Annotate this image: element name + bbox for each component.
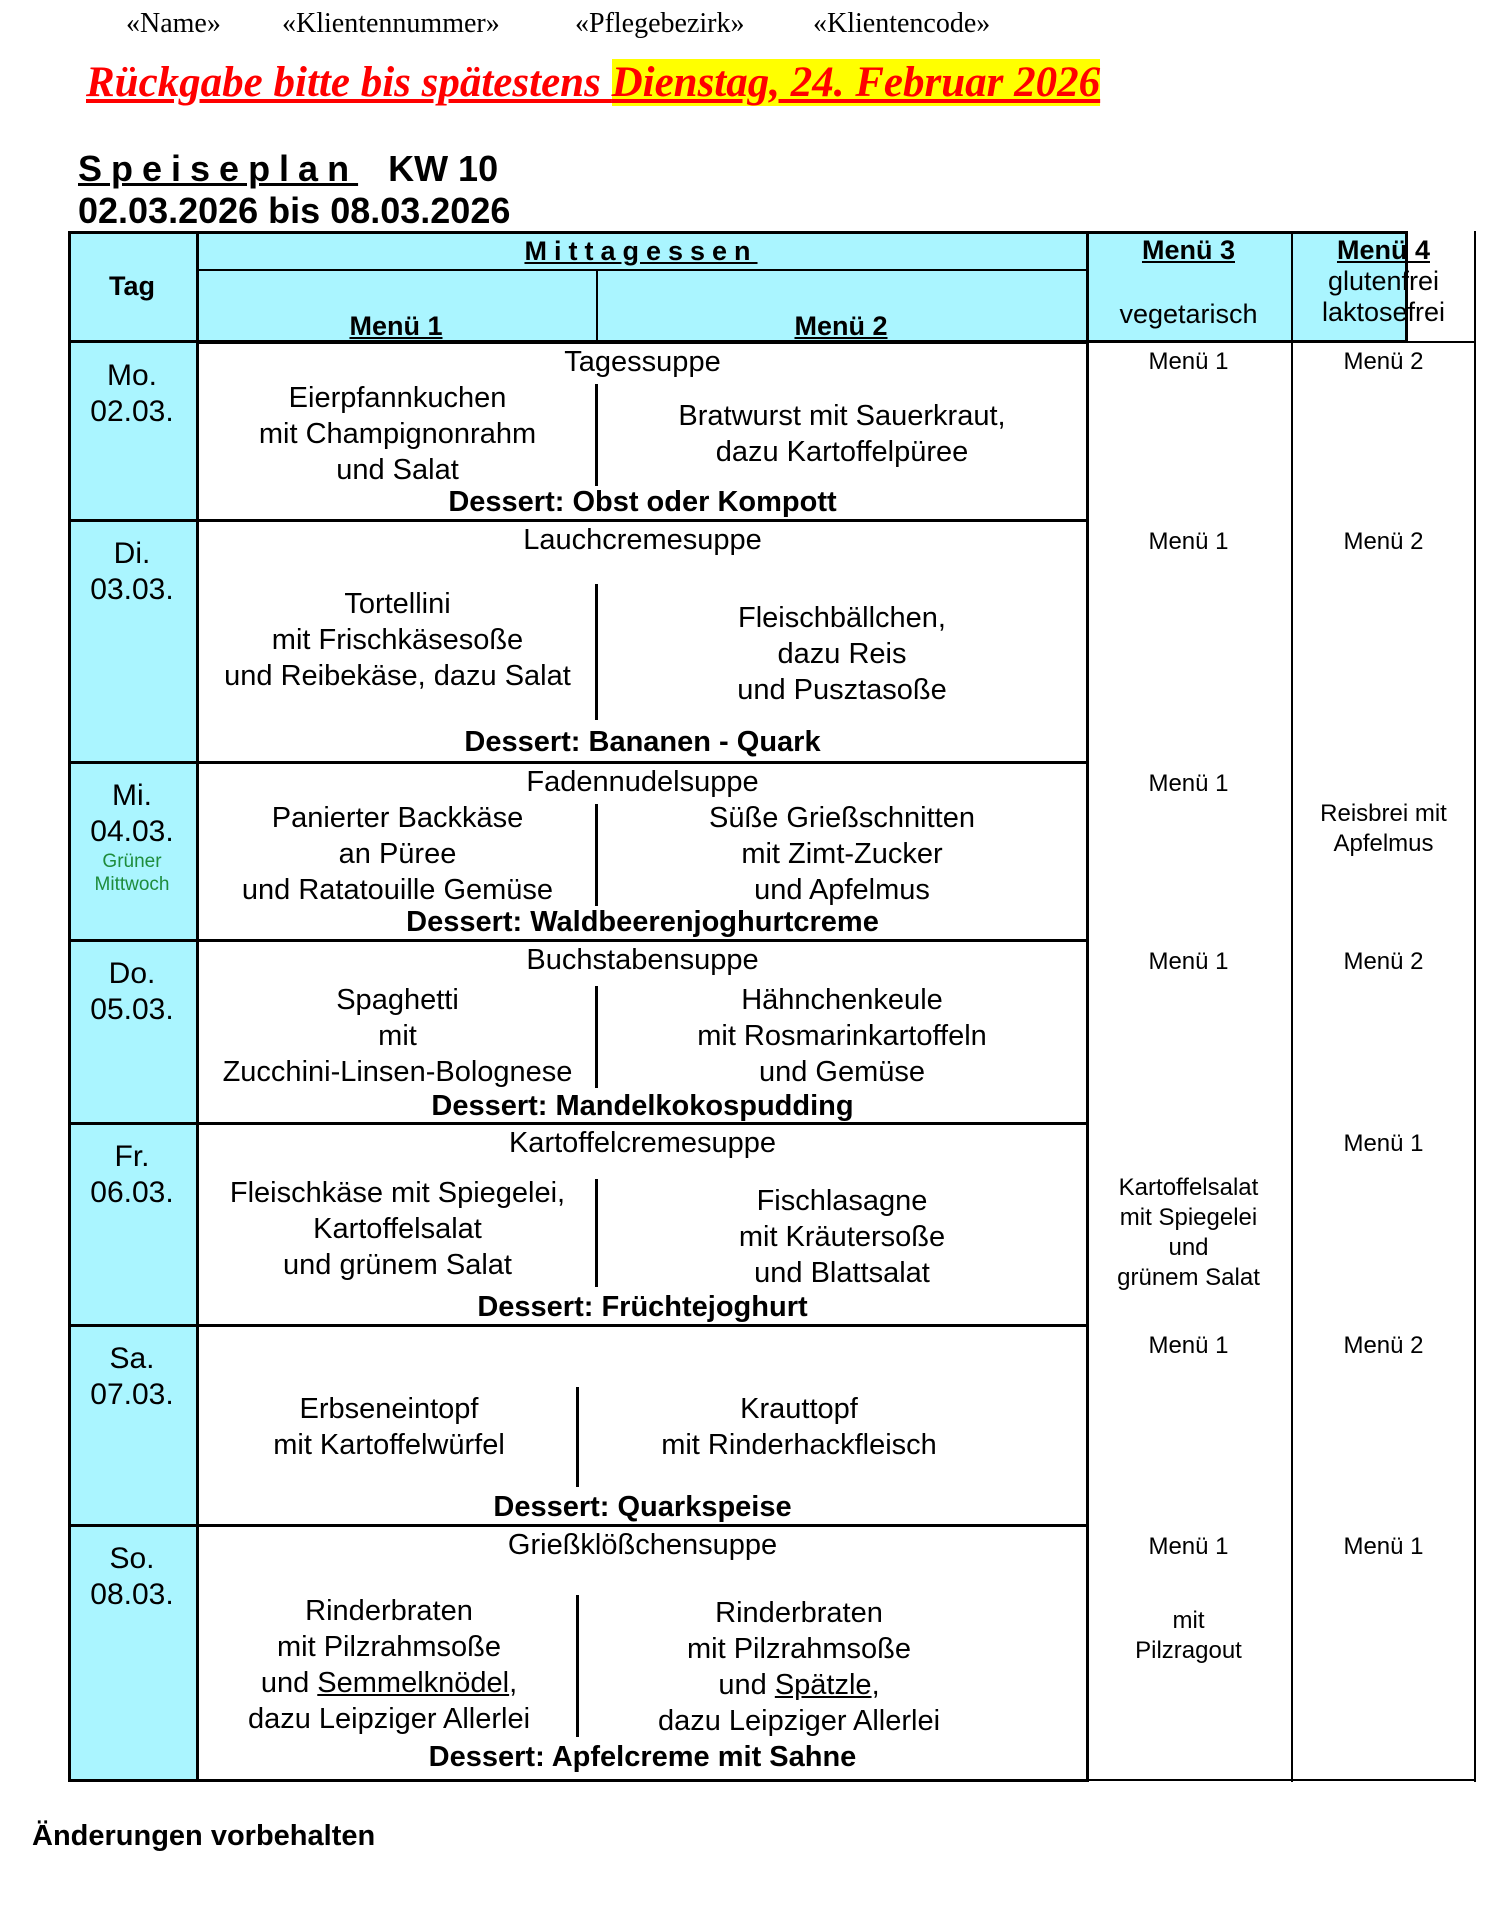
menu2-meal: Rinderbraten mit Pilzrahmsoße und Spätzle, dazu Leipziger Allerlei [657, 1597, 941, 1737]
menu1-meal: Fleischkäse mit Spiegelei, Kartoffelsalat und grünem Salat [229, 1177, 566, 1281]
dessert: Dessert: Apfelcreme mit Sahne [428, 1741, 857, 1773]
menu2-meal: Süße Grießschnitten mit Zimt-Zucker und Apfelmus [709, 802, 975, 906]
header-mittagessen: Mittagessen [524, 236, 758, 266]
lunch-cell [199, 1127, 1086, 1325]
menu2-meal: Bratwurst mit Sauerkraut, dazu Kartoffelpüree [678, 400, 1006, 468]
header-menu3-sub: vegetarisch [1119, 299, 1258, 329]
green-wednesday-note-2: Mittwoch [94, 874, 170, 895]
menu4-cell: Menü 1 [1343, 1130, 1424, 1157]
menu3-cell: Menü 1 [1148, 1332, 1229, 1359]
lunch-cell [199, 766, 1086, 941]
header-menu1: Menü 1 [349, 311, 443, 341]
menu3-cell: Menü 1 [1148, 948, 1229, 975]
menu3-cell: Menü 1 [1148, 770, 1229, 797]
day-cell: Mo. 02.03. [90, 359, 174, 428]
footer-note: Änderungen vorbehalten [32, 1820, 376, 1852]
menu1-meal: Panierter Backkäse an Püree und Ratatouille Gemüse [241, 802, 554, 906]
day-cell: Fr. 06.03. [90, 1140, 174, 1209]
header-menu4: Menü 4 glutenfrei laktosefrei [1291, 235, 1476, 328]
menu3-cell: Menü 1 mit Pilzragout [1135, 1533, 1242, 1664]
day-cell: Di. 03.03. [90, 537, 174, 606]
title-kw: KW 10 [388, 148, 499, 189]
menu-table [68, 231, 1476, 1782]
menu4-cell: Menü 2 [1343, 528, 1424, 555]
return-deadline [86, 58, 1100, 107]
soup: Kartoffelcremesuppe [508, 1127, 777, 1159]
menu2-meal: Fleischbällchen, dazu Reis und Pusztasoße [737, 602, 947, 706]
soup: Buchstabensuppe [526, 944, 759, 976]
menu4-cell: Reisbrei mit Apfelmus [1320, 800, 1447, 857]
field-client-code: «Klientencode» [813, 8, 991, 39]
lunch-cell [199, 524, 1086, 762]
header-menu4-sub1: glutenfrei [1327, 266, 1440, 296]
day-cell: Mi. 04.03. Grüner Mittwoch [68, 766, 196, 896]
menu4-cell: Menü 2 [1343, 1332, 1424, 1359]
deadline-prefix: Rückgabe bitte bis spätestens [86, 59, 612, 106]
page-title [78, 148, 498, 190]
dessert: Dessert: Waldbeerenjoghurtcreme [406, 906, 879, 938]
soup: Tagessuppe [564, 346, 721, 378]
menu3-cell: Kartoffelsalat mit Spiegelei und grünem Salat [1117, 1174, 1260, 1291]
soup: Fadennudelsuppe [526, 766, 759, 798]
menu4-cell: Menü 2 [1343, 948, 1424, 975]
header-menu2: Menü 2 [794, 311, 888, 341]
green-wednesday-note-1: Grüner [102, 851, 162, 872]
dessert: Dessert: Mandelkokospudding [431, 1090, 854, 1122]
lunch-cell [199, 1329, 1086, 1526]
menu1-meal: Tortellini mit Frischkäsesoße und Reibekäse, dazu Salat [224, 588, 571, 692]
field-name: «Name» [126, 8, 221, 39]
header-tag: Tag [109, 271, 155, 301]
soup: Lauchcremesuppe [523, 524, 762, 556]
lunch-cell [199, 1529, 1086, 1781]
field-care-district: «Pflegebezirk» [575, 8, 745, 39]
lunch-cell [199, 944, 1086, 1124]
menu1-meal: Spaghetti mit Zucchini-Linsen-Bolognese [222, 984, 573, 1088]
header-menu4-sub2: laktosefrei [1321, 297, 1446, 327]
dessert: Dessert: Obst oder Kompott [448, 486, 837, 518]
day-cell: So. 08.03. [90, 1542, 174, 1611]
menu2-meal: Krauttopf mit Rinderhackfleisch [661, 1393, 937, 1461]
menu2-meal: Fischlasagne mit Kräutersoße und Blattsalat [738, 1185, 946, 1289]
day-cell: Sa. 07.03. [90, 1342, 174, 1411]
dessert: Dessert: Quarkspeise [493, 1491, 792, 1523]
menu1-meal: Rinderbraten mit Pilzrahmsoße und Semmelknödel, dazu Leipziger Allerlei [247, 1595, 531, 1735]
soup: Grießklößchensuppe [507, 1529, 778, 1561]
menu3-cell: Menü 1 [1148, 348, 1229, 375]
menu4-cell: Menü 1 [1343, 1533, 1424, 1560]
dessert: Dessert: Früchtejoghurt [477, 1291, 808, 1323]
menu1-meal: Eierpfannkuchen mit Champignonrahm und Salat [258, 382, 537, 486]
menu1-meal: Erbseneintopf mit Kartoffelwürfel [273, 1393, 505, 1461]
day-cell: Do. 05.03. [90, 957, 174, 1026]
date-range: 02.03.2026 bis 08.03.2026 [78, 190, 511, 231]
dessert: Dessert: Bananen - Quark [464, 726, 821, 758]
header-menu3: Menü 3 vegetarisch [1086, 235, 1291, 330]
title-speiseplan: Speiseplan [78, 148, 359, 189]
menu3-cell: Menü 1 [1148, 528, 1229, 555]
menu2-meal: Hähnchenkeule mit Rosmarinkartoffeln und Gemüse [697, 984, 987, 1088]
menu4-cell: Menü 2 [1343, 348, 1424, 375]
field-client-number: «Klientennummer» [282, 8, 500, 39]
lunch-cell [199, 346, 1086, 520]
deadline-date: Dienstag, 24. Februar 2026 [611, 59, 1101, 106]
